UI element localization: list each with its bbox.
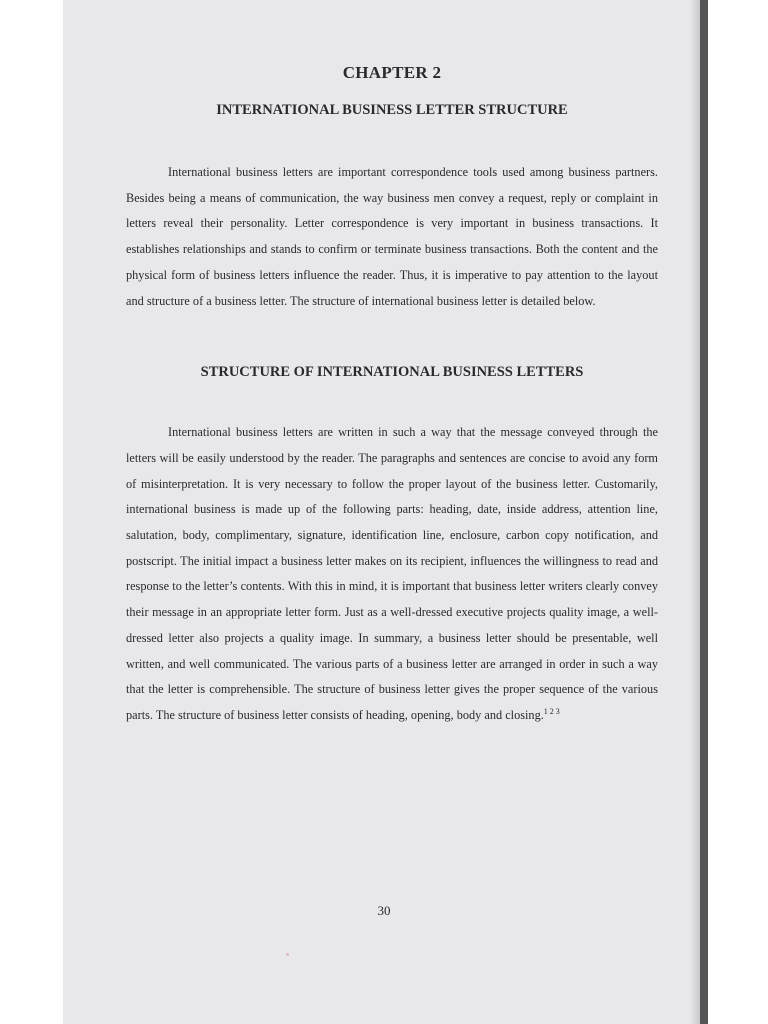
paper-speck [286, 953, 289, 956]
paper-shadow [690, 0, 700, 1024]
binding-edge [700, 0, 708, 1024]
chapter-title: INTERNATIONAL BUSINESS LETTER STRUCTURE [216, 102, 568, 118]
body-paragraph [126, 420, 658, 728]
body-paragraph-text: International business letters are written in such a way that the message conveyed through the letters will be easily understood by the reader. The paragraphs and sentences are concise to avoid any form of misinterpretation. It is very necessary to follow the proper layout of the business letter. Customarily, international business is made up of the following parts: heading, date, inside address, attention line, salutation, body, complimentary, signature, identification line, enclosure, carbon copy notification, and postscript. The initial impact a business letter makes on its recipient, influences the willingness to read and response to the letter’s contents. With this in mind, it is important that business letter writers clearly convey their message in an appropriate letter form. Just as a well-dressed executive projects quality image, a well-dressed letter also projects a quality image. In summary, a business letter should be presentable, well written, and well communicated. The various parts of a business letter are arranged in order in such a way that the letter is comprehensible. The structure of business letter gives the proper sequence of the various parts. The structure of business letter consists of heading, opening, body and closing. [126, 425, 658, 722]
chapter-label: CHAPTER 2 [342, 63, 442, 82]
page-number: 30 [377, 903, 391, 918]
section-heading: STRUCTURE OF INTERNATIONAL BUSINESS LETTERS [200, 364, 584, 381]
page-content [126, 58, 658, 729]
intro-paragraph: International business letters are important correspondence tools used among business partners. Besides being a means of communication, the way business men convey a request, reply or complaint in letters reveal their personality. Letter correspondence is very important in business transactions. It establishes relationships and stands to confirm or terminate business transactions. Both the content and the physical form of business letters influence the reader. Thus, it is imperative to pay attention to the layout and structure of a business letter. The structure of international business letter is detailed below. [126, 165, 658, 308]
footnote-reference: 1 2 3 [543, 706, 560, 716]
